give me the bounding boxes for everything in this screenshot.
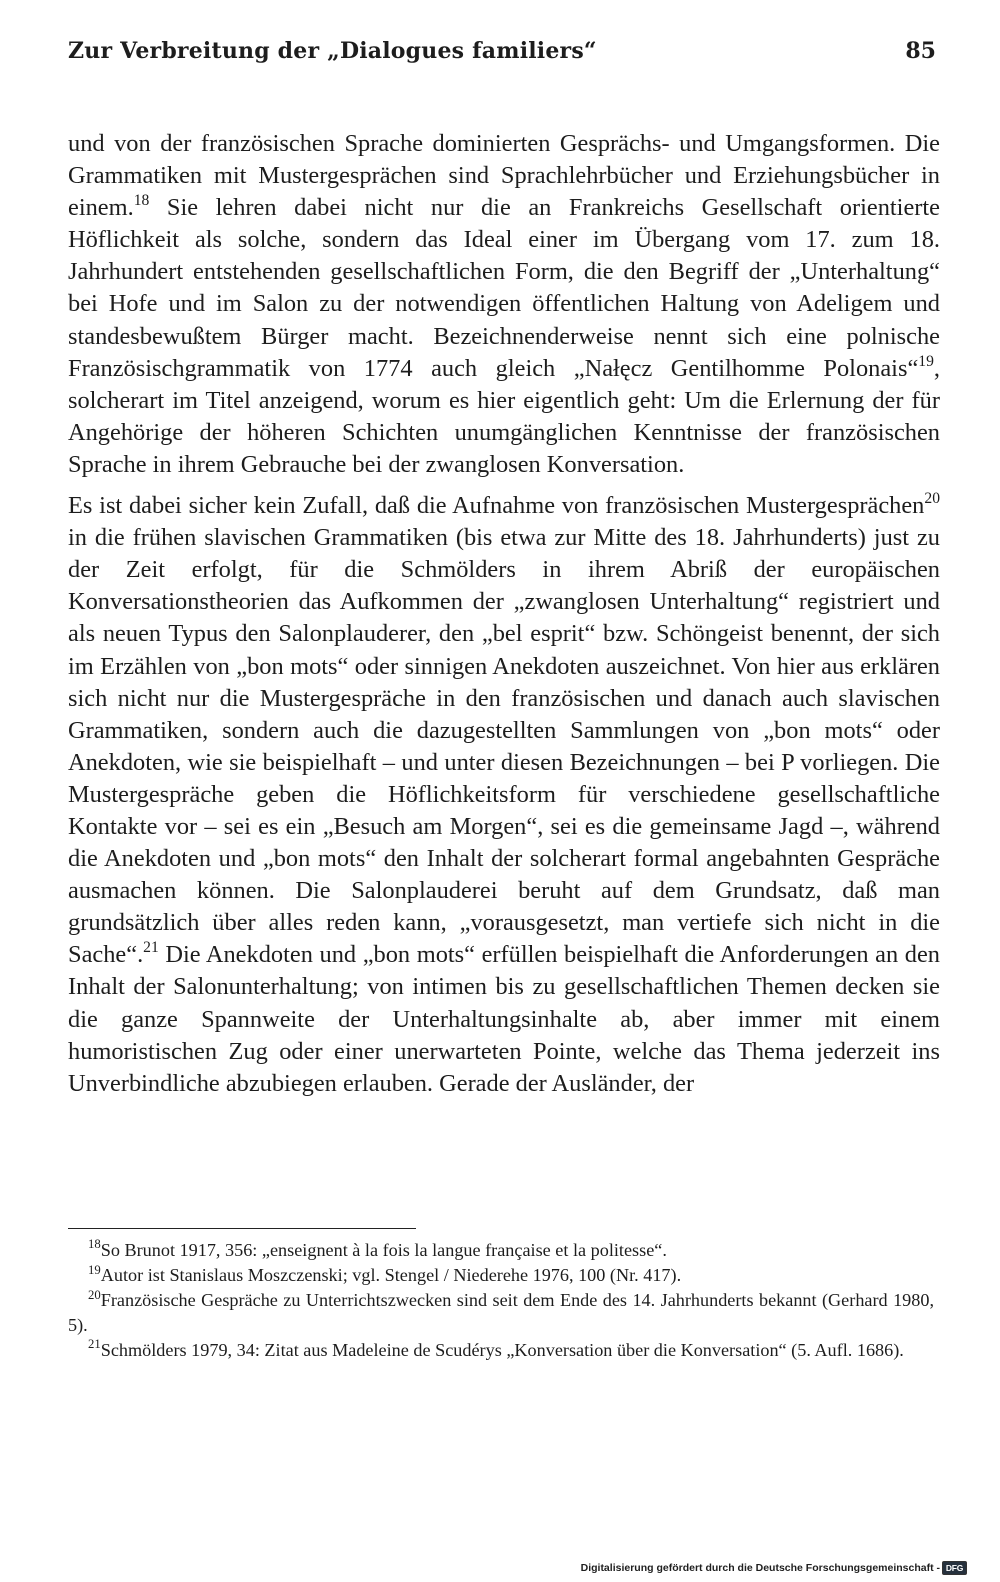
footnote-reference-18: 18 [133, 192, 150, 210]
footnote-number-18: 18 [88, 1237, 101, 1252]
footnote-21 [68, 1338, 934, 1362]
footnote-text-21: Schmölders 1979, 34: Zitat aus Madeleine de Scudérys „Konversation über die Konversation“ (5. Aufl. 1686). [100, 1339, 904, 1360]
footnote-20 [68, 1288, 934, 1336]
footnote-number-20: 20 [88, 1287, 101, 1302]
page-header [68, 38, 936, 78]
footnotes [68, 1238, 934, 1363]
footnote-number-21: 21 [88, 1337, 101, 1352]
main-text [68, 128, 940, 1100]
footnote-19 [68, 1263, 934, 1287]
paragraph-1-text-3: , solcherart im Titel anzeigend, worum es hier eigentlich geht: Um die Erlernung der für Angehörige der höheren Schichten unumgänglichen Kenntnisse der französischen Sprache in ihrem Gebrauche bei der zwanglosen Konversation. [68, 354, 940, 478]
footnote-reference-20: 20 [924, 490, 940, 508]
page-number: 85 [905, 38, 936, 64]
footnote-reference-19: 19 [918, 352, 934, 370]
footnote-text-20: Französische Gespräche zu Unterrichtszwecken sind seit dem Ende des 14. Jahrhunderts bekannt (Gerhard 1980, 5). [68, 1290, 934, 1335]
credit-text: Digitalisierung gefördert durch die Deutsche Forschungsgemeinschaft - [580, 1562, 940, 1574]
footnote-divider [68, 1228, 416, 1229]
dfg-logo: DFG [942, 1561, 967, 1575]
paragraph-1-text-1: und von der französischen Sprache dominierten Gesprächs- und Umgangsformen. Die Grammatiken mit Mustergesprächen sind Sprachlehrbücher und Erziehungsbücher in einem. [68, 130, 940, 222]
paragraph-1 [68, 128, 940, 481]
running-title: Zur Verbreitung der „Dialogues familiers“ [68, 38, 597, 64]
footnote-text-18: So Brunot 1917, 356: „enseignent à la fois la langue française et la politesse“. [100, 1240, 667, 1260]
paragraph-2-text-1: Es ist dabei sicher kein Zufall, daß die Aufnahme von französischen Mustergesprächen [68, 492, 925, 520]
footnote-reference-21: 21 [143, 939, 159, 957]
footnote-number-19: 19 [88, 1262, 101, 1277]
paragraph-2-text-2: in die frühen slavischen Grammatiken (bis etwa zur Mitte des 18. Jahrhunderts) just zu der Zeit erfolgt, für die Schmölders in ihrem Abriß der europäischen Konversationstheorien das Aufkommen der „zwanglosen Unterhaltung“ registriert und als neuen Typus den Salonplauderer, den „bel esprit“ bzw. Schöngeist benennt, der sich im Erzählen von „bon mots“ oder sinnigen Anekdoten auszeichnet. Von hier aus erklären sich nicht nur die Mustergespräche in den französischen und danach auch slavischen Grammatiken, sondern auch die dazugestellten Sammlungen von „bon mots“ oder Anekdoten, wie sie beispielhaft – und unter diesen Bezeichnungen – bei P vorliegen. Die Mustergespräche geben die Höflichkeitsform für verschiedene gesellschaftliche Kontakte vor – sei es ein „Besuch am Morgen“, sei es die gemeinsame Jagd –, während die Anekdoten und „bon mots“ den Inhalt der solcherart formal angebahnten Gespräche ausmachen können. Die Salonplauderei beruht auf dem Grundsatz, daß man grundsätzlich über alles reden kann, „vorausgesetzt, man vertiefe sich nicht in die Sache“. [68, 524, 940, 969]
footnote-text-19: Autor ist Stanislaus Moszczenski; vgl. Stengel / Niederehe 1976, 100 (Nr. 417). [100, 1265, 682, 1286]
digitization-credit [581, 1560, 967, 1576]
paragraph-1-text-2: Sie lehren dabei nicht nur die an Frankreichs Gesellschaft orientierte Höflichkeit als solche, sondern das Ideal einer im Übergang vom 17. zum 18. Jahrhundert entstehenden gesellschaftlichen Form, die den Begriff der „Unterhaltung“ bei Hofe und im Salon zu der notwendigen öffentlichen Haltung von Adeligem und standesbewußtem Bürger macht. Bezeichnenderweise nennt sich eine polnische Französischgrammatik von 1774 auch gleich „Nałęcz Gentilhomme Polonais“ [68, 194, 940, 382]
paragraph-2-text-3: Die Anekdoten und „bon mots“ erfüllen beispielhaft die Anforderungen an den Inhalt der Salonunterhaltung; von intimen bis zu gesellschaftlichen Themen decken sie die ganze Spannweite der Unterhaltungsinhalte ab, aber immer mit einem humoristischen Zug oder einer unerwarteten Pointe, welche das Thema jederzeit ins Unverbindliche abzubiegen erlauben. Gerade der Ausländer, der [68, 941, 940, 1097]
footnote-18 [68, 1238, 934, 1262]
paragraph-2 [68, 490, 940, 1100]
